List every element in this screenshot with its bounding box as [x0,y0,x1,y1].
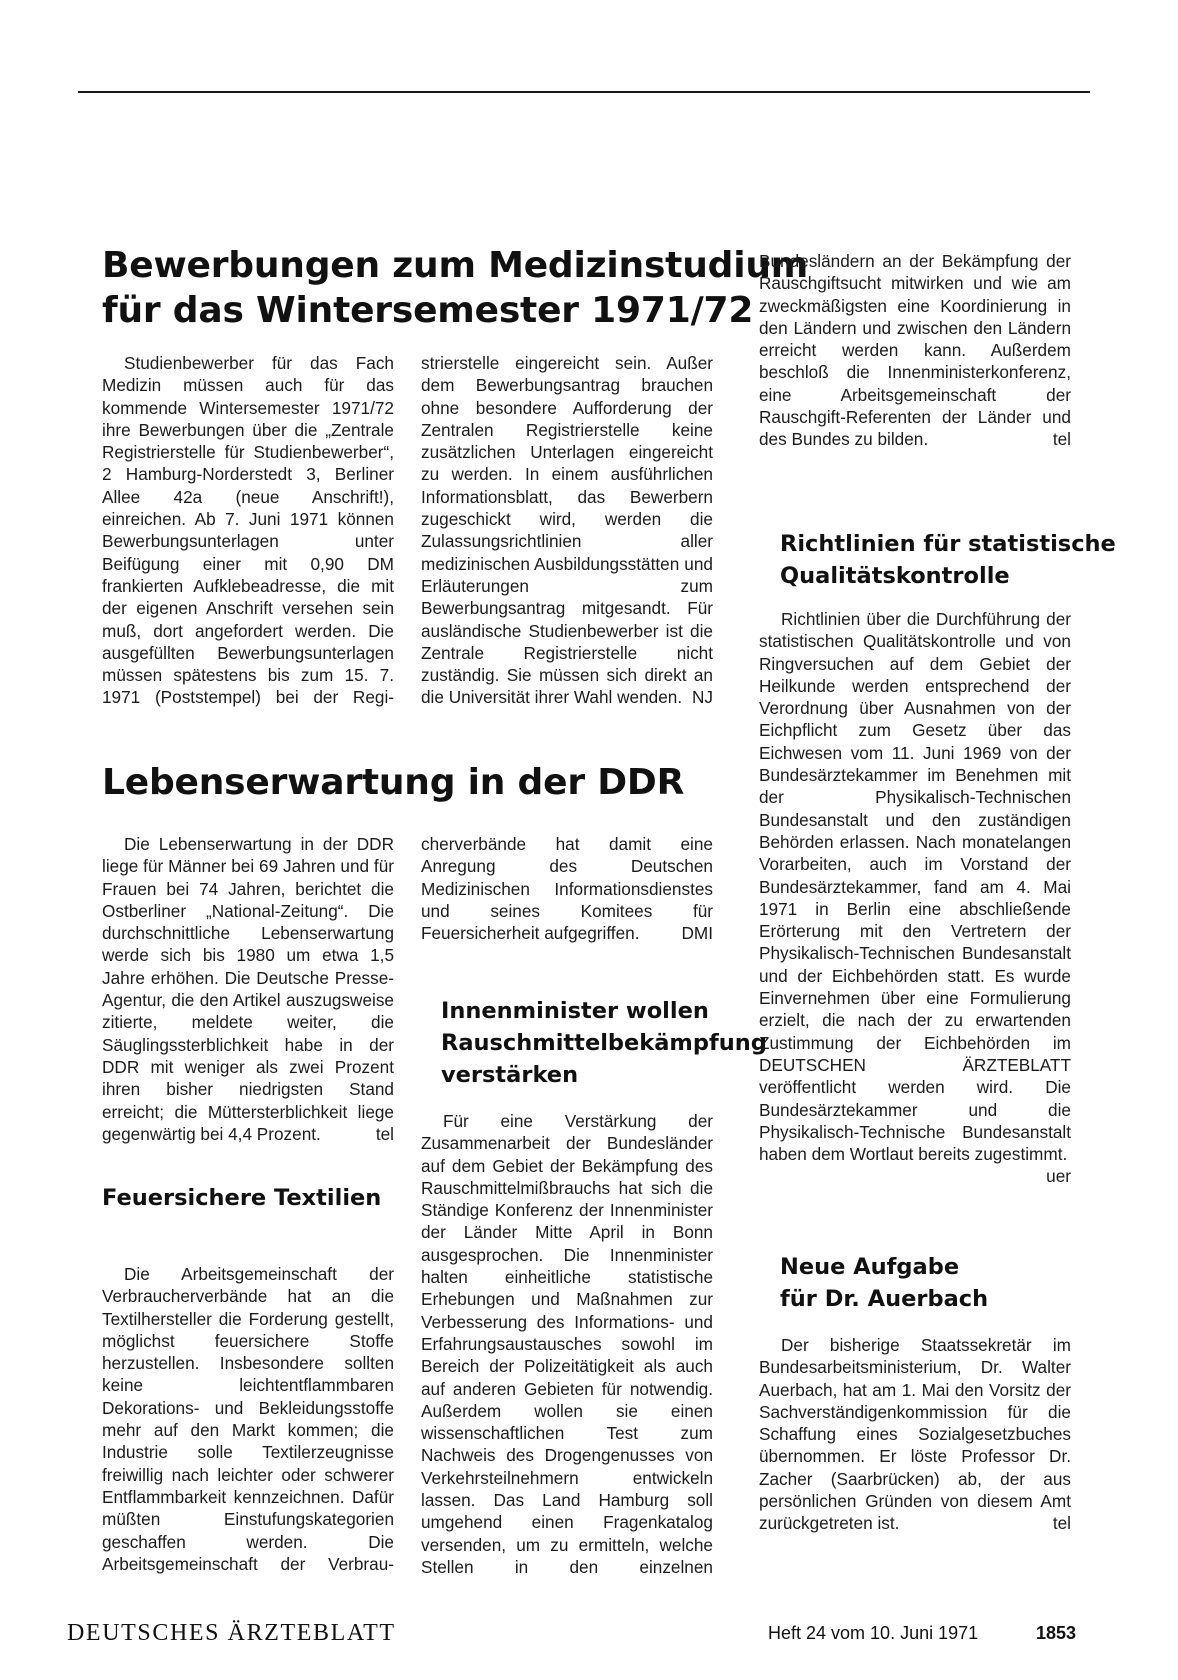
article-1-heading-line-1: Bewerbungen zum Medizinstudium [102,245,809,286]
article-1-column-1 [102,352,394,709]
article-3-column-2 [421,833,713,944]
top-rule [78,91,1090,93]
article-5-heading-line-1: Richtlinien für statistische [780,531,1116,557]
article-1-text-1: Studienbewerber für das Fach Medizin müssen auch für das kommende Wintersemester 1971/72 ihre Bewerbungen über die „Zentrale Registrierstelle für Studienbewerber“, 2 Hamburg-Norderstedt 3, Berliner Allee 42a (neue Anschrift!), einreichen. Ab 7. Juni 1971 können Bewerbungsunterlagen unter Beifügung einer mit 0,90 DM frankierten Aufklebeadresse, die mit der eigenen Anschrift versehen sein muß, dort angefordert werden. Die ausgefüllten Bewerbungsunterlagen müssen spätestens bis zum 15. 7. 1971 (Poststempel) bei der Regi- [102,353,394,708]
article-5-text: Richtlinien über die Durchführung der statistischen Qualitätskontrolle und von Ringversuchen auf dem Gebiet der Heilkunde werden entsprechend der Verordnung über Ausnahmen von der Eichpflicht zum Gesetz über das Eichwesen vom 11. Juni 1969 von der Bundesärztekammer im Benehmen mit der Physikalisch-Technischen Bundesanstalt und den zuständigen Behörden erlassen. Nach monatelangen Vorarbeiten, auch im Vorstand der Bundesärztekammer, fand am 4. Mai 1971 in Berlin eine abschließende Erörterung mit den Vertretern der Physikalisch-Technischen Bundesanstalt und der Eichbehörden statt. Es wurde Einvernehmen über eine Formulierung erzielt, die nach der zu erwartenden Zustimmung der Eichbehörden im DEUTSCHEN ÄRZTEBLATT veröffentlicht werden wird. Die Bundesärztekammer und die Physikalisch-Technische Bundesanstalt haben dem Wortlaut bereits zugestimmt. uer [759,609,1071,1187]
article-4-text-1: Für eine Verstärkung der Zusammenarbeit der Bundesländer auf dem Gebiet der Bekämpfung des Rauschmittelmißbrauchs hat sich die Ständige Konferenz der Innenminister der Länder Mitte April in Bonn ausgesprochen. Die Innenminister halten einheitliche statistische Erhebungen und Maßnahmen zur Verbesserung des Informations- und Erfahrungsaustausches sowohl im Bereich der Polizeitätigkeit als auch auf anderen Gebieten für notwendig. Außerdem wollen sie einen wissenschaftlichen Test zum Nachweis des Drogengenusses von Verkehrsteilnehmern entwickeln lassen. Das Land Hamburg soll umgehend einen Fragenkatalog versenden, um zu ermitteln, welche Stellen in den einzelnen [421,1111,713,1577]
article-4-signature: tel [1052,429,1071,450]
article-3-column-1 [102,1263,394,1575]
article-6-text: Der bisherige Staatssekretär im Bundesarbeitsministerium, Dr. Walter Auerbach, hat am 1. Mai den Vorsitz der Sachverständigenkommission für die Schaffung eines Sozialgesetzbuches übernommen. Er löste Professor Dr. Zacher (Saarbrücken) ab, der aus persönlichen Gründen von diesem Amt zurückgetreten ist. tel [759,1335,1071,1534]
article-4-column-2 [421,1110,713,1578]
article-6-heading-line-2: für Dr. Auerbach [780,1286,989,1312]
article-4-heading-line-1: Innenminister wollen [441,998,709,1024]
article-2-signature: tel [375,1123,394,1144]
article-5-signature: uer [1046,1166,1071,1187]
article-1-heading [102,243,808,333]
article-1-text-2: strierstelle eingereicht sein. Außer dem Bewerbungsantrag brauchen ohne besondere Aufforderung der Zentralen Registrierstelle keine zusätzlichen Unterlagen eingereicht zu werden. In einem ausführlichen Informationsblatt, das Bewerbern zugeschickt wird, werden die Zulassungsrichtlinien aller medizinischen Ausbildungsstätten und Erläuterungen zum Bewerbungsantrag mitgesandt. Für ausländische Studienbewerber ist die Zentrale Registrierstelle nicht zuständig. Sie müssen sich direkt an die Universität ihrer Wahl wenden. NJ [421,353,713,708]
article-3-text-2: cherverbände hat damit eine Anregung des Deutschen Medizinischen Informationsdienstes und seines Komitees für Feuersicherheit aufgegriffen. DMI [421,834,713,944]
article-4-text-2: Bundesländern an der Bekämpfung der Rauschgiftsucht mitwirken und wie am zweckmäßigsten eine Koordinierung in den Ländern und zwischen den Ländern erreicht werden kann. Außerdem beschloß die Innenministerkonferenz, eine Arbeitsgemeinschaft der Rauschgift-Referenten der Länder und des Bundes zu bilden. tel [759,251,1071,450]
article-4-heading-line-3: verstärken [441,1062,579,1088]
page-number: 1853 [1036,1623,1077,1643]
article-6-heading [780,1251,988,1315]
article-1-heading-line-2: für das Wintersemester 1971/72 [102,290,754,331]
issue-date: Heft 24 vom 10. Juni 1971 [768,1623,979,1643]
article-4-column-3 [759,250,1071,451]
article-3-text-1: Die Arbeitsgemeinschaft der Verbraucherverbände hat an die Textilhersteller die Forderung gestellt, möglichst feuersichere Stoffe herzustellen. Insbesondere sollten keine leichtentflammbaren Dekorations- und Bekleidungsstoffe mehr auf den Markt kommen; die Industrie solle Textilerzeugnisse freiwillig nach leichter oder schwerer Entflammbarkeit kennzeichnen. Dafür müßten Einstufungskategorien geschaffen werden. Die Arbeitsgemeinschaft der Verbrau- [102,1264,394,1574]
article-4-heading-line-2: Rauschmittelbekämpfung [441,1030,767,1056]
article-2-column-1 [102,833,394,1145]
article-3-heading: Feuersichere Textilien [102,1185,382,1211]
article-3-signature: DMI [681,923,713,944]
article-5-column-3 [759,608,1071,1188]
article-1-column-2 [421,352,713,709]
article-2-text: Die Lebenserwartung in der DDR liege für Männer bei 69 Jahren und für Frauen bei 74 Jahren, berichtet die Ostberliner „National-Zeitung“. Die durchschnittliche Lebenserwartung werde sich bis 1980 um etwa 1,5 Jahre erhöhen. Die Deutsche Presse-Agentur, die den Artikel auszugsweise zitierte, meldete weiter, die Säuglingssterblichkeit habe in der DDR mit weniger als zwei Prozent ihren bisher niedrigsten Stand erreicht; die Müttersterblichkeit liege gegenwärtig bei 4,4 Prozent. tel [102,834,394,1144]
article-6-signature: tel [1052,1513,1071,1534]
article-5-heading [780,528,1116,592]
article-1-signature: NJ [691,687,713,708]
article-6-heading-line-1: Neue Aufgabe [780,1254,960,1280]
article-2-heading: Lebenserwartung in der DDR [102,762,685,803]
article-4-heading [441,995,767,1091]
journal-name: DEUTSCHES ÄRZTEBLATT [67,1620,396,1646]
article-6-column-3 [759,1334,1071,1535]
article-5-heading-line-2: Qualitätskontrolle [780,563,1010,589]
